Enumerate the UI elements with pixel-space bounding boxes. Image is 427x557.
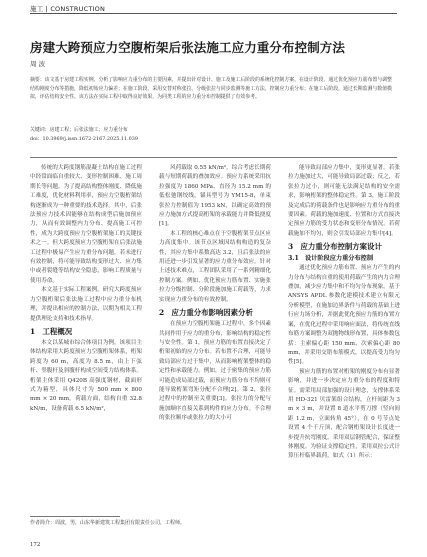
paragraph: 传统的大跨度钢筋混凝土结构在施工过程中经常面临自重较大、变形控制困难、施工周期长等问题。为了提高结构整体刚度、降低施工难度，优化材料利用率，预应力空腹桁架结构逐渐成为一种重要的技术选择。其中，后张法预应力技术因能够在结构成型后施加预应力，从而有效调整内力分布、提高施工可控性，成为大跨度预应力空腹桁架施工的关键技术之一。但大跨度预应力空腹桁架在后张法施工过程中极易产生应力重分布问题，若未进行有效控制，将可能导致结构变形过大、应力集中或者裂缝等结构安全隐患，影响工程质量与使用寿命。 — [30, 165, 142, 284]
abstract-divider — [30, 157, 397, 158]
paragraph: 在预应力空腹桁架施工过程中，多个因素共同作用于应力的重分布，影响结构的稳定性与安全性。第 1，预应力筋的布置直接决定了桁架初始的应力分布。若布置不合理，可能导致局部应力过于集中，从而影响桁架整体的稳定性和承载能力。例如，过于密集的预应力筋可能造成局部过载，而预应力筋分布不均则可能导致桁架弯矩分配不合理[2]。第 2，张拉过程中的控制至关重要[3]。张拉力的分配与施加顺序直接关系到构件的应力分布。不合理的张拉顺序或张拉力的大小可 — [159, 321, 271, 422]
section-heading: 3 应力重分布控制方案设计 — [288, 242, 382, 252]
author-name: 周 波 — [30, 60, 46, 68]
header-rule — [30, 13, 397, 14]
column-3 — [288, 164, 400, 462]
keywords: 关键词：房建工程；后张法施工；应力重分布 — [30, 127, 128, 133]
paragraph: 本工程的核心难点在于空腹桁架节点区应力高度集中。该节点区域因结构构造的复杂性，其应力集中系数高达 3.2，且后张法的应用还进一步引发显著的应力重分布效应。针对上述技术难点，工程团队采用了一系列精细化控制方案。例如，优化预应力筋布置、实施张拉力分级控制、分阶段施加施工荷载等，力求实现应力重分布的有效控制。 — [159, 230, 271, 303]
section-heading: 1 工程概况 — [30, 326, 73, 336]
section-tag: 施工 | CONSTRUCTION — [30, 5, 106, 13]
paragraph: 预应力筋的布置对桁架的刚度分布有显著影响，并进一步决定应力重分布的程度和特征。需采用局部加强的设计理念，支撑体系采用 HD-321 贝雷架组合结构，立杆间距为 3 m × 3 m，并设置 8 道水平剪刀撑（竖向间距 1.2 m，立面转角 45°），在 0 号节点处设置 4 个千斤顶，配合钢桁架设计长度进一步提升抗弯刚度。采用双层钢管配合，保证整体刚度。为验证支撑稳定性，采用双拉公式计算压杆临界载荷，如式（1）所示： — [288, 368, 400, 460]
paragraph: 风荷载取 0.55 kN/m²，综合考虑长期荷载与短期荷载的叠加效应。预应力系统采用抗拉强度为 1860 MPa、直径为 15.2 mm 的低松弛钢绞线，锚具型号为 YM15-8，单束张拉力控制值为 1953 kN，以确定高效的预应力施加方式提高桁架的承载能力并降低挠度[1]。 — [159, 165, 271, 228]
doi: doi：10.3969/j.issn.1672-2167.2025.11.039 — [30, 135, 138, 142]
article-title: 房建大跨预应力空腹桁架后张法施工应力重分布控制方法 — [30, 40, 346, 55]
page-number: 172 — [30, 542, 41, 548]
abstract: 摘要：该文基于房建工程实例，分析了影响应力重分布的主要因素，并提出针对设计、施工及施工后阶段的系统化控制方案。在设计阶段，通过优化预应力筋布置与调整结构刚度分布等措施，降低初始应力偏差；在施工阶段，采用交替对称张拉、分级张拉与同步监测等施工方法，控制应力重分布；在施工后阶段，通过长期监测与数值模拟，评估结构安全性。该方法在实际工程中取得良好效果，为同类工程的应力重分布控制提供了有效参考。 — [30, 77, 392, 100]
paragraph: 本文基于实际工程案例，研究大跨度预应力空腹桁架后张法施工过程中应力重分布机理，并提出相应的控制方法，以期为相关工程提供理论支持和技术指导。 — [30, 287, 142, 322]
column-2 — [159, 164, 271, 424]
column-1 — [30, 164, 142, 414]
paragraph: 通过优化预应力筋布置、预应力产生的内力分布与结构自重的使用荷载产生的内力合理叠加，减少应力集中和不均匀分布现象。基于 ANSYS APDL 参数化建模技术建立有限元分析模型，在施加边界条件与荷载的基础上进行应力场分析，并据此优化预应力筋的布置方案，在优化过程中采用响应面法，将传统直线布筋方案调整为双抛物线形布置，具体参数包括：主索偏心距 150 mm、次索偏心距 80 mm，并采用交错布筋模式，以提高受力均匀性[5]。 — [288, 265, 400, 366]
author-footnote: 作者简介：周波，男，山东华新建筑工程集团有限责任公司，工程师。 — [30, 520, 186, 526]
subsection-heading: 3.1 设计阶段应力重分布控制 — [288, 255, 374, 263]
footnote-rule — [30, 516, 120, 517]
keywords-block — [30, 126, 396, 143]
paragraph: 本文以某城市综合体项目为例。该项目主体结构采用大跨度预应力空腹桁架体系，桁架跨度为 60 m，高度为 8.5 m，由上下弦杆、竖腹杆及斜腹杆构成空间受力结构体系。桁架主体采用 Q420B 高强度钢材，截面形式为箱型，具体尺寸为 500 mm × 800 mm × 20 mm。荷载方面，结构自重 32.8 kN/m，设备荷载 6.5 kN/m²， — [30, 339, 142, 412]
paragraph: 能导致局部应力集中，变形更显著。若张拉力施加过大，可能导致局部过载；反之，若张拉力过小，则可能无法满足结构的安全需求，影响桁架的整体稳定性。第 3，施工阶段及完成后的荷载条件也是影响应力重分布的重要因素。荷载的施加速度、位置和方式直接决定预应力筋的受力状态和变形分布情况。若荷载施加不均匀，则会引发局部应力集中[4]。 — [288, 165, 400, 237]
section-heading: 2 应力重分布影响因素分析 — [159, 308, 253, 318]
